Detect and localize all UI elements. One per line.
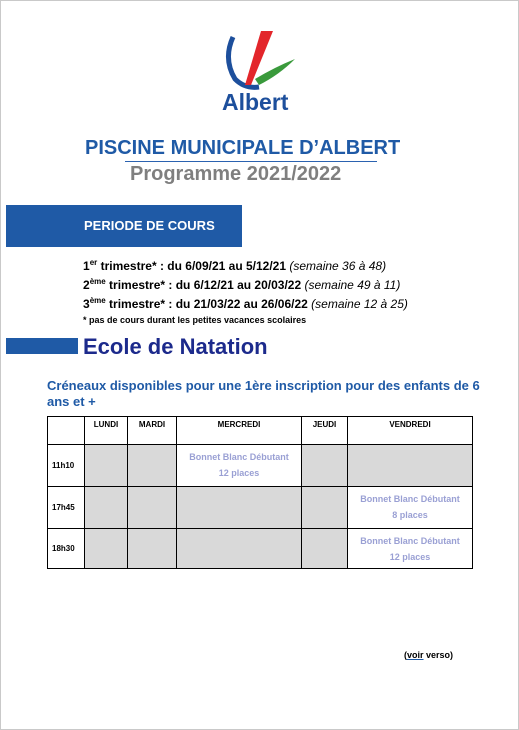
time-cell: 17h45 bbox=[48, 487, 85, 529]
trimester-1: 1er trimestre* : du 6/09/21 au 5/12/21 (semaine 36 à 48) bbox=[83, 258, 387, 273]
slot-cell bbox=[128, 445, 177, 487]
slot-cell bbox=[128, 487, 177, 529]
slot-cell bbox=[85, 487, 128, 529]
col-header: JEUDI bbox=[302, 417, 348, 445]
school-band bbox=[6, 338, 78, 354]
table-row bbox=[48, 445, 473, 487]
table-header-row bbox=[48, 417, 473, 445]
slot-cell: Bonnet Blanc Débutant 8 places bbox=[348, 487, 473, 529]
slots-intro: Créneaux disponibles pour une 1ère inscription pour des enfants de 6 ans et + bbox=[47, 378, 480, 409]
slot-cell bbox=[177, 529, 302, 569]
slot-cell bbox=[348, 445, 473, 487]
slot-cell bbox=[302, 487, 348, 529]
time-cell: 18h30 bbox=[48, 529, 85, 569]
period-label: PERIODE DE COURS bbox=[84, 218, 215, 233]
title-underline bbox=[125, 161, 377, 162]
trimester-3: 3ème trimestre* : du 21/03/22 au 26/06/22 (semaine 12 à 25) bbox=[83, 296, 408, 311]
logo-wordmark: Albert bbox=[222, 89, 289, 115]
trimester-2: 2ème trimestre* : du 6/12/21 au 20/03/22 (semaine 49 à 11) bbox=[83, 277, 401, 292]
slot-cell bbox=[177, 487, 302, 529]
corner-cell bbox=[48, 417, 85, 445]
slot-cell bbox=[85, 445, 128, 487]
slot-cell: Bonnet Blanc Débutant 12 places bbox=[348, 529, 473, 569]
see-verso-note: (voir verso) bbox=[404, 650, 454, 660]
holiday-note: * pas de cours durant les petites vacances scolaires bbox=[83, 315, 307, 325]
table-row bbox=[48, 529, 473, 569]
slot-cell bbox=[128, 529, 177, 569]
school-title: Ecole de Natation bbox=[83, 334, 268, 359]
schedule-table bbox=[47, 416, 473, 569]
slot-cell: Bonnet Blanc Débutant 12 places bbox=[177, 445, 302, 487]
col-header: MERCREDI bbox=[177, 417, 302, 445]
col-header: LUNDI bbox=[85, 417, 128, 445]
slot-cell bbox=[85, 529, 128, 569]
col-header: VENDREDI bbox=[348, 417, 473, 445]
time-cell: 11h10 bbox=[48, 445, 85, 487]
slot-cell bbox=[302, 445, 348, 487]
col-header: MARDI bbox=[128, 417, 177, 445]
page-subtitle: Programme 2021/2022 bbox=[130, 163, 342, 185]
page-title: PISCINE MUNICIPALE D’ALBERT bbox=[85, 137, 401, 159]
table-row bbox=[48, 487, 473, 529]
slot-cell bbox=[302, 529, 348, 569]
